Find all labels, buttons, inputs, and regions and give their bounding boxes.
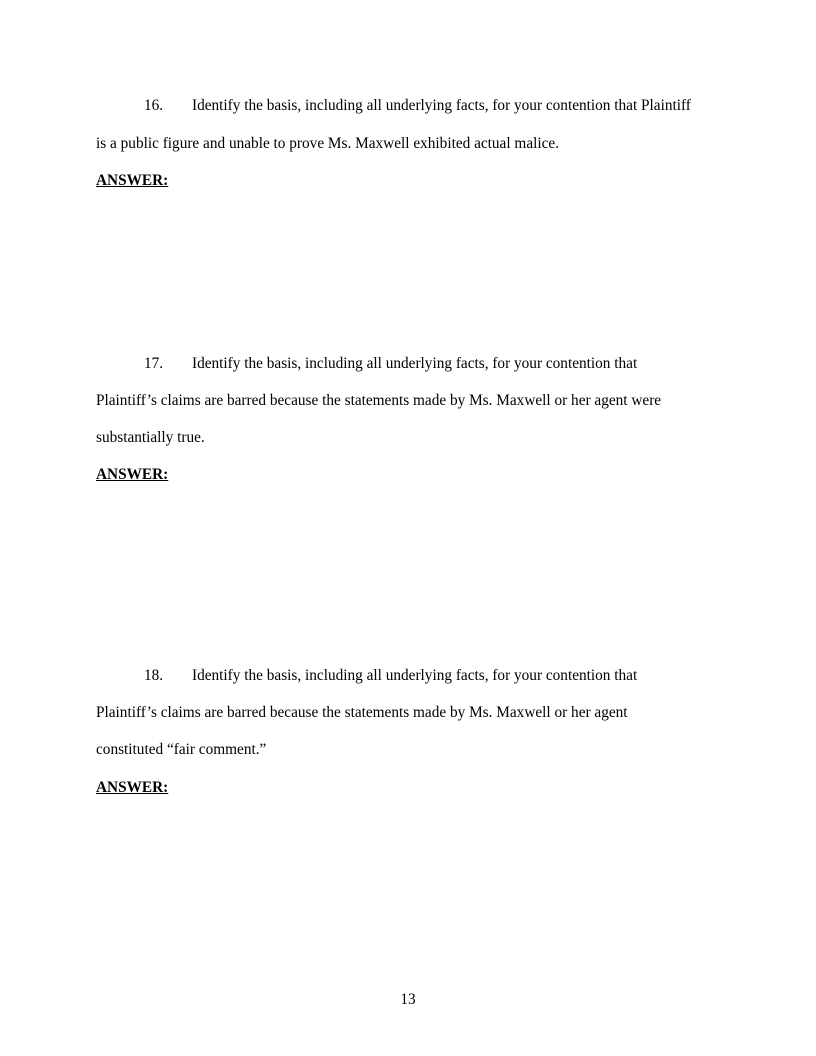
page-number: 13 [400,991,416,1008]
interrogatory-number: 18. [144,667,164,684]
interrogatory-16-line-1 [144,97,691,115]
interrogatory-17-line-2: Plaintiff’s claims are barred because the statements made by Ms. Maxwell or her agent were [96,392,662,409]
interrogatory-number: 16. [144,97,164,114]
interrogatory-text: Identify the basis, including all underlying facts, for your contention that Plaintiff [192,97,691,114]
interrogatory-18-line-1 [144,667,637,685]
interrogatory-17-line-1 [144,355,637,373]
interrogatory-17-line-3: substantially true. [96,429,205,446]
interrogatory-16-line-2: is a public figure and unable to prove Ms. Maxwell exhibited actual malice. [96,135,560,152]
interrogatory-text: Identify the basis, including all underlying facts, for your contention that [192,667,638,684]
answer-heading-16: ANSWER: [96,172,169,189]
answer-heading-18: ANSWER: [96,779,169,796]
interrogatory-18-line-2: Plaintiff’s claims are barred because the statements made by Ms. Maxwell or her agent [96,704,628,721]
interrogatory-number: 17. [144,355,164,372]
interrogatory-text: Identify the basis, including all underlying facts, for your contention that [192,355,638,372]
interrogatory-18-line-3: constituted “fair comment.” [96,741,267,758]
answer-heading-17: ANSWER: [96,466,169,483]
